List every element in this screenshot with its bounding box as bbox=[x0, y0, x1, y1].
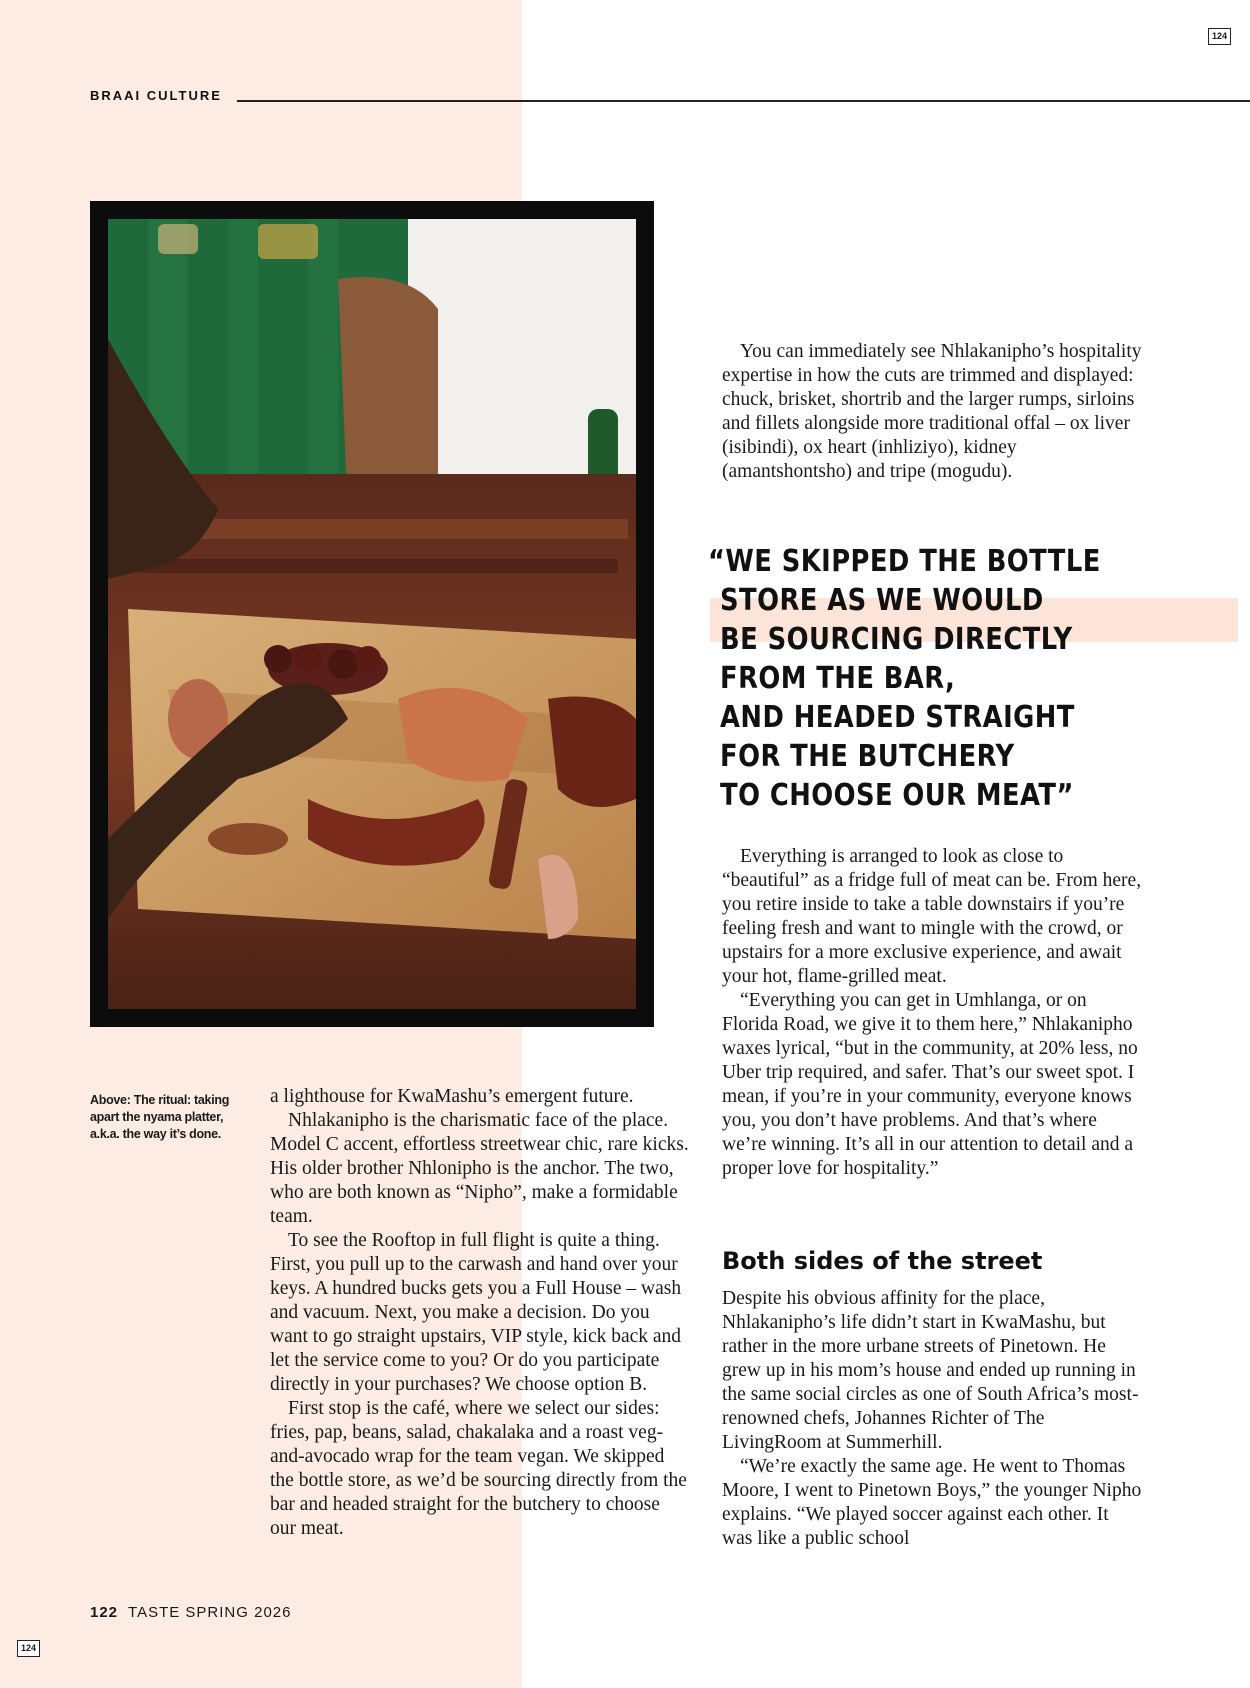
paragraph: To see the Rooftop in full flight is quite a thing. First, you pull up to the carwash and hand over your keys. A hundred bucks gets you a Full House – wash and vacuum. Next, you make a decision. Do you want to go straight upstairs, VIP style, kick back and let the service come to you? Or do you participate directly in your purchases? We choose option B. bbox=[270, 1230, 682, 1395]
paragraph: Nhlakanipho is the charismatic face of the place. Model C accent, effortless streetwear chic, rare kicks. His older brother Nhlonipho is the anchor. The two, who are both known as “Nipho”, make a formidable team. bbox=[270, 1110, 689, 1227]
paragraph: “We’re exactly the same age. He went to Thomas Moore, I went to Pinetown Boys,” the younger Nipho explains. “We played soccer against each other. It was like a public school bbox=[722, 1456, 1142, 1549]
subheading: Both sides of the street bbox=[722, 1247, 1043, 1275]
pullquote-line: FOR THE BUTCHERY bbox=[720, 739, 1015, 774]
pullquote-line: BE SOURCING DIRECTLY bbox=[720, 622, 1073, 657]
pullquote-line: TO CHOOSE OUR MEAT” bbox=[720, 778, 1074, 813]
paragraph: Everything is arranged to look as close to “beautiful” as a fridge full of meat can be. From here, you retire inside to take a table downstairs if you’re feeling fresh and want to mingle with the crowd, or upstairs for a more exclusive experience, and await your hot, flame-grilled meat. bbox=[722, 846, 1142, 987]
right-bottom-body bbox=[722, 1287, 1142, 1551]
paragraph: You can immediately see Nhlakanipho’s hospitality expertise in how the cuts are trimmed and displayed: chuck, brisket, shortrib and the larger rumps, sirloins and fillets alongside more traditional offal – ox liver (isibindi), ox heart (inhliziyo), kidney (amantshontsho) and tripe (mogudu). bbox=[722, 341, 1142, 482]
pullquote-line: “WE SKIPPED THE BOTTLE bbox=[708, 544, 1101, 579]
right-middle-body bbox=[722, 845, 1142, 1181]
section-label: BRAAI CULTURE bbox=[90, 88, 222, 103]
pullquote-line: AND HEADED STRAIGHT bbox=[720, 700, 1075, 735]
footer-page-number: 122 bbox=[90, 1604, 119, 1621]
footer-publication: TASTE SPRING 2026 bbox=[128, 1604, 292, 1621]
food-platter-photo bbox=[90, 201, 654, 1027]
page-footer bbox=[90, 1604, 291, 1621]
paragraph: First stop is the café, where we select our sides: fries, pap, beans, salad, chakalaka and a roast veg-and-avocado wrap for the team vegan. We skipped the bottle store, as we’d be sourcing directly from the bar and headed straight for the butchery to choose our meat. bbox=[270, 1398, 687, 1539]
pull-quote bbox=[708, 542, 1172, 815]
page-number-box-bottom: 124 bbox=[17, 1640, 40, 1657]
photo-illustration bbox=[108, 219, 636, 1009]
right-intro-body bbox=[722, 340, 1142, 484]
header-rule bbox=[237, 100, 1250, 102]
page-number-box-top: 124 bbox=[1208, 28, 1231, 45]
paragraph: a lighthouse for KwaMashu’s emergent future. bbox=[270, 1086, 634, 1107]
pullquote-line: STORE AS WE WOULD bbox=[720, 583, 1044, 618]
paragraph: Despite his obvious affinity for the place, Nhlakanipho’s life didn’t start in KwaMashu, but rather in the more urbane streets of Pinetown. He grew up in his mom’s house and ended up running in the same social circles as one of South Africa’s most-renowned chefs, Johannes Richter of The LivingRoom at Summerhill. bbox=[722, 1288, 1139, 1453]
pullquote-line: FROM THE BAR, bbox=[720, 661, 956, 696]
photo-caption: Above: The ritual: taking apart the nyama platter, a.k.a. the way it’s done. bbox=[90, 1093, 230, 1141]
paragraph: “Everything you can get in Umhlanga, or on Florida Road, we give it to them here,” Nhlakanipho waxes lyrical, “but in the community, at 20% less, no Uber trip required, and safer. That’s our sweet spot. I mean, if you’re in your community, everyone knows you, you don’t have problems. And that’s where we’re winning. It’s all in our attention to detail and a proper love for hospitality.” bbox=[722, 990, 1138, 1179]
left-column-body bbox=[270, 1085, 690, 1541]
